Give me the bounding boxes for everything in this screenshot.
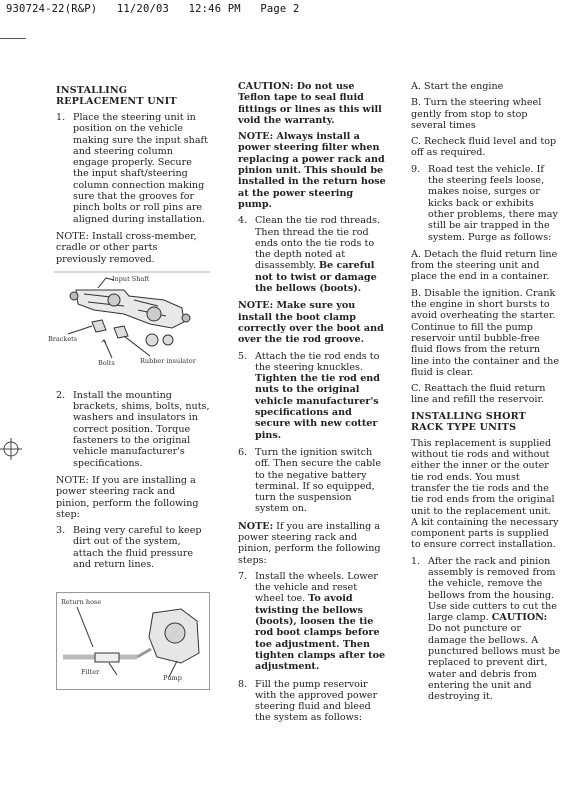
list-item: 6. Turn the ignition switch off. Then secure the cable to the negative battery terminal. If so equipped, turn the suspension system on. [238,447,388,515]
list-item: 1. Place the steering unit in position on the vehicle making sure the input shaft and steering column engage properly. Secure the input shaft/steering column connection making sure that the grooves for pinch bolts or roll pins are aligned during installation. [56,112,210,225]
short-rack-step-1-text: After the rack and pinion assembly is removed from the vehicle, remove the bellows from the housing. Use side cutters to cut the large clamp. CAUTION: Do not puncture or damage the bellows. A punctured bellows must be replaced to prevent dirt, water and debris from entering the unit and destroying it. [428,555,561,703]
section-heading: INSTALLING SHORT RACK TYPE UNITS [411,410,527,433]
section-heading: INSTALLING REPLACEMENT UNIT [56,85,177,107]
step-8-text: Fill the pump reservoir with the approved power steering fluid and bleed the system as follows: [255,678,378,724]
step-7-text: Install the wheels. Lower the vehicle and reset wheel toe. To avoid twisting the bellows (boots), loosen the tie rod boot clamps before toe adjustment. Then tighten clamps after toe adjustment. [255,570,386,673]
list-item: 3. Being very careful to keep dirt out of the system, attach the fluid pressure and return lines. [56,525,210,570]
note: NOTE: If you are installing a power steering rack and pinion, perform the following steps: [238,520,381,566]
list-item: 4. Clean the tie rod threads. Then thread the tie rod ends onto the tie rods to the depth noted at disassembly. Be careful not to twist or damage the bellows (boots). [238,215,388,294]
note-filter: NOTE: Always install a power steering filter when replacing a power rack and pinion unit. This should be installed in the return hose at the power steering pump. [238,131,386,210]
list-item: 7. Install the wheels. Lower the vehicle and reset wheel toe. To avoid twisting the bellows (boots), loosen the tie rod boot clamps before toe adjustment. Then tighten clamps after toe adjustment. [238,571,388,673]
figure-filter-pump [56,592,210,690]
substep: C. Recheck fluid level and top off as required. [411,136,557,159]
label-return-hose: Return hose [61,598,102,607]
page-header: 930724-22(R&P) 11/20/03 12:46 PM Page 2 [6,3,300,15]
step-4-text: Clean the tie rod threads. Then thread the tie rod ends onto the tie rods to the depth noted at disassembly. Be careful not to twist or damage the bellows (boots). [255,215,381,295]
list-item: 8. Fill the pump reservoir with the approved power steering fluid and bleed the system as follows: [238,679,388,724]
column-2 [238,81,388,730]
label-bolts: Bolts [98,358,115,367]
label-rubber-insulator: Rubber insulator [140,356,196,365]
note: NOTE: If you are installing a power steering rack and pinion, perform the following step: [56,474,199,520]
list-item: 2. Install the mounting brackets, shims, bolts, nuts, washers and insulators in correct position. Torque fasteners to the original vehicle manufacturer's specifications. [56,389,210,469]
substep: B. Disable the ignition. Crank the engine in short bursts to avoid overheating the starter. Continue to fill the pump reservoir until bubble-free fluid flows from the return line into the container and the fluid is clear. [411,287,559,378]
substep: A. Start the engine [411,81,504,92]
label-brackets: Brackets [48,334,78,343]
label-filter: Filter [81,668,100,677]
paragraph: This replacement is supplied without tie rods and without either the inner or the outer tie rod ends. You must transfer the tie rods and the tie rod ends from the original unit to the replacement unit. A kit containing the necessary component parts is supplied to ensure correct installation. [411,437,559,551]
list-item: 5. Attach the tie rod ends to the steering knuckles. Tighten the tie rod end nuts to the original vehicle manufacturer's specifications and secure with new cotter pins. [238,351,388,441]
registration-mark-icon [0,438,22,460]
substep: C. Reattach the fluid return line and refill the reservoir. [411,383,546,406]
step-9-text: Road test the vehicle. If the steering feels loose, makes noise, surges or kicks back or exhibits other problems, there may still be air trapped in the system. Purge as follows: [428,163,558,243]
step-6-text: Turn the ignition switch off. Then secure the cable to the negative battery terminal. If so equipped, turn the suspension system on. [255,446,382,515]
crop-mark [0,38,26,39]
list-item: 9. Road test the vehicle. If the steering feels loose, makes noise, surges or kicks back or exhibits other problems, there may still be air trapped in the system. Purge as follows: [411,164,561,243]
substep: A. Detach the fluid return line from the steering unit and place the end in a container. [411,248,558,283]
caution-note: CAUTION: Do not use Teflon tape to seal fluid fittings or lines as this will void the warranty. [238,81,382,126]
list-item: 1. After the rack and pinion assembly is removed from the vehicle, remove the bellows from the housing. Use side cutters to cut the large clamp. CAUTION: Do not puncture or damage the bellows. A punctured bellows must be replaced to prevent dirt, water and debris from entering the unit and destroying it. [411,555,561,703]
step-3-text: Being very careful to keep dirt out of the system, attach the fluid pressure and return lines. [73,525,202,571]
note: NOTE: Install cross-member, cradle or other parts previously removed. [56,230,197,265]
column-1 [48,85,210,702]
figure-steering-unit [48,270,210,378]
note-boot-clamp: NOTE: Make sure you install the boot clamp correctly over the boot and over the tie rod groove. [238,300,384,346]
step-5-text: Attach the tie rod ends to the steering knuckles. Tighten the tie rod end nuts to the original vehicle manufacturer's specifications and secure with new cotter pins. [255,350,380,441]
label-input-shaft: Input Shaft [112,274,150,283]
step-2-text: Install the mounting brackets, shims, bolts, nuts, washers and insulators in correct position. Torque fasteners to the original vehicle manufacturer's specifications. [73,389,210,469]
step-1-text: Place the steering unit in position on the vehicle making sure the input shaft and steering column engage properly. Secure the input shaft/steering column connection making sure that the grooves for pinch bolts or roll pins are aligned during installation. [73,112,208,225]
substep: B. Turn the steering wheel gently from stop to stop several times [411,97,542,131]
label-pump: Pump [163,674,182,683]
column-3 [411,81,561,709]
